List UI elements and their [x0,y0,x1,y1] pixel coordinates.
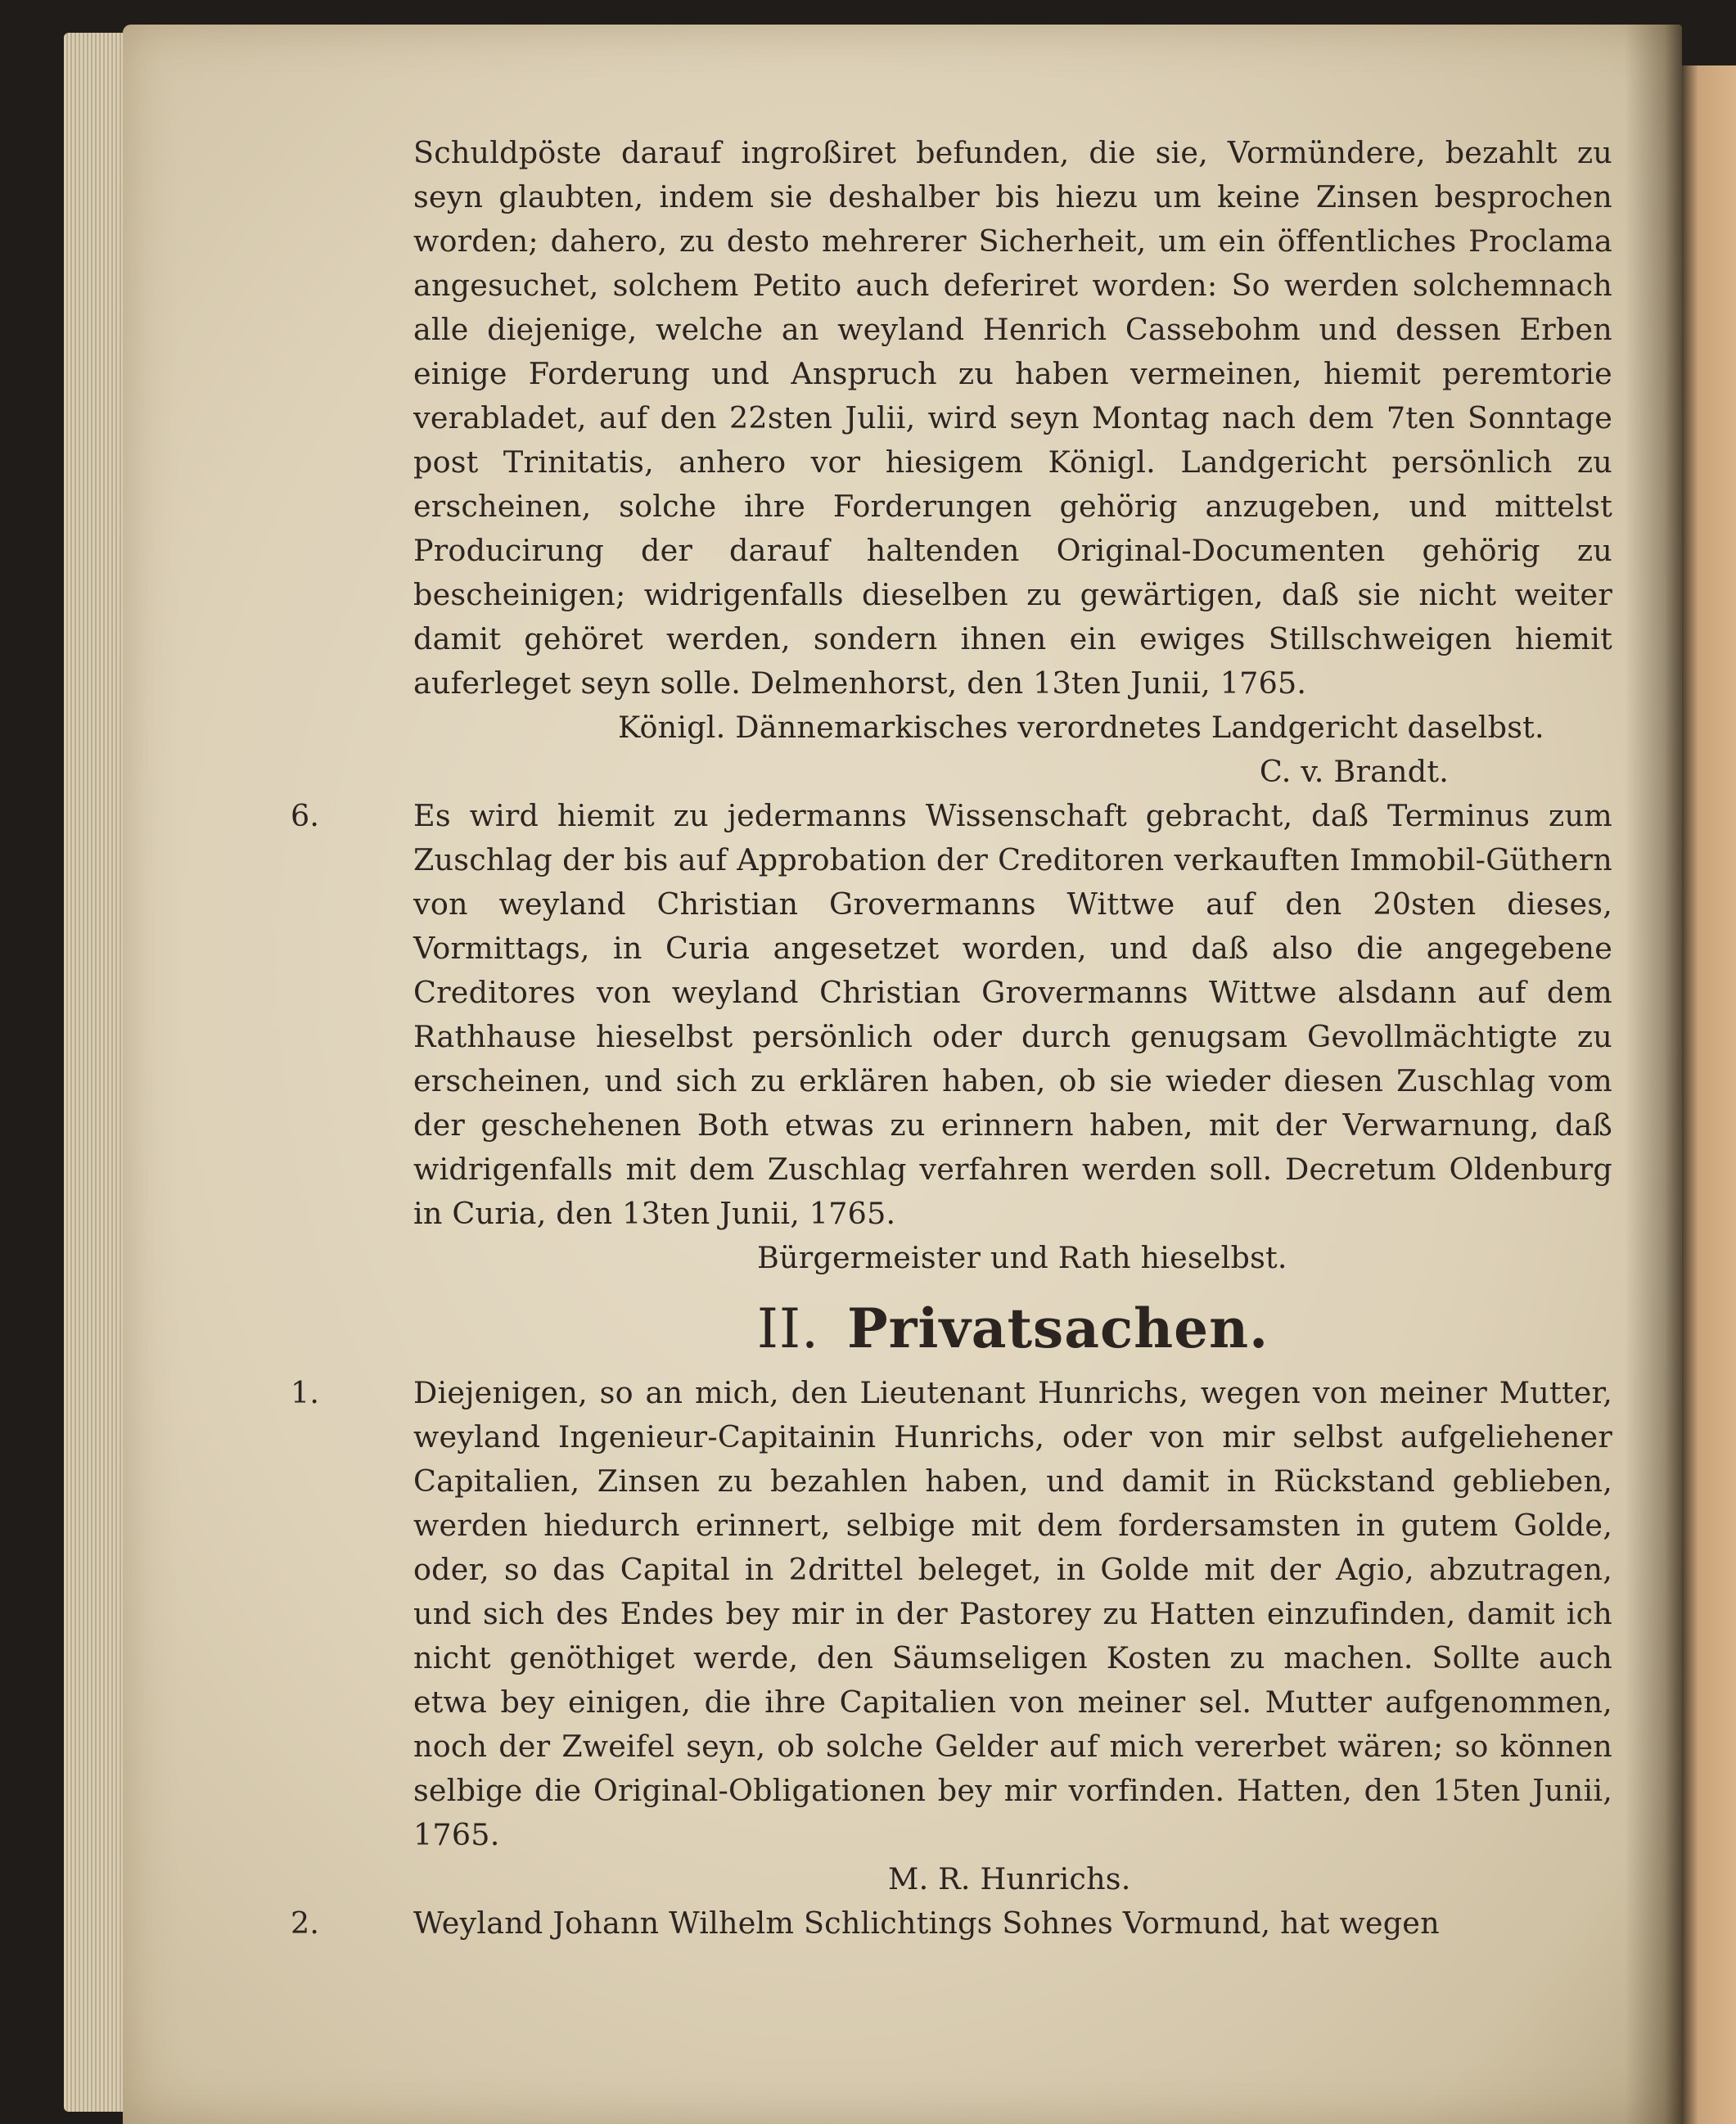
page-gutter-shadow [1625,25,1682,2124]
brandt-signature: C. v. Brandt. [1259,754,1449,789]
item-text: Diejenigen, so an mich, den Lieutenant Hunrichs, wegen von meiner Mutter, weyland Ingenieur-Capitainin Hunrichs, oder von mir selbst aufgeliehener Capitalien, Zinsen zu bezahlen haben, und damit in Rückstand geblieben, werden hiedurch erinnert, selbige mit dem fordersamsten in gutem Golde, oder, so das Capital in 2drittel beleget, in Golde mit der Agio, abzutragen, und sich des Endes bey mir in der Pastorey zu Hatten einzufinden, damit ich nicht genöthiget werde, den Säumseligen Kosten zu machen. Sollte auch etwa bey einigen, die ihre Capitalien von meiner sel. Mutter aufgenommen, noch der Zweifel seyn, ob solche Gelder auf mich vererbet wären; so können selbige die Original-Obligationen bey mir vorfinden. Hatten, den 15ten Junii, 1765. [413,1375,1612,1852]
facing-page-edge [1682,65,1736,2124]
section-roman-numeral: II. [756,1297,819,1360]
item-number: 2. [291,1905,320,1941]
proclama-paragraph: Schuldpöste darauf ingroßiret befunden, die sie, Vormündere, bezahlt zu seyn glaubten, indem sie deshalber bis hiezu um keine Zinsen besprochen worden; dahero, zu desto mehrerer Sicherheit, um ein öffentliches Proclama angesuchet, solchem Petito auch deferiret worden: So werden solchemnach alle diejenige, welche an weyland Henrich Cassebohm und dessen Erben einige Forderung und Anspruch zu haben vermeinen, hiemit peremtorie verabladet, auf den 22sten Julii, wird seyn Montag nach dem 7ten Sonntage post Trinitatis, anhero vor hiesigem Königl. Landgericht persönlich zu erscheinen, solche ihre Forderungen gehörig anzugeben, und mittelst Producirung der darauf haltenden Original-Documenten gehörig zu bescheinigen; widrigenfalls dieselben zu gewärtigen, daß sie nicht weiter damit gehöret werden, sondern ihnen ein ewiges Stillschweigen hiemit auferleget seyn solle. Delmenhorst, den 13ten Junii, 1765. [413,135,1612,701]
page-text [291,131,1612,1946]
rath-signature: Bürgermeister und Rath hieselbst. [757,1240,1287,1275]
notice-item-6 [291,794,1612,1236]
private-item-1 [291,1371,1612,1857]
hunrichs-signature: M. R. Hunrichs. [888,1861,1131,1896]
item-number: 1. [291,1375,320,1410]
item-number: 6. [291,798,320,833]
item-text: Weyland Johann Wilhelm Schlichtings Sohnes Vormund, hat wegen [413,1905,1440,1941]
landgericht-signature: Königl. Dännemarkisches verordnetes Landgericht daselbst. [618,710,1544,745]
private-item-2 [291,1901,1612,1946]
section-heading [413,1295,1612,1363]
section-title: Privatsachen. [846,1296,1269,1360]
item-text: Es wird hiemit zu jedermanns Wissenschaft gebracht, daß Terminus zum Zuschlag der bis auf Approbation der Creditoren verkauften Immobil-Güthern von weyland Christian Grovermanns Wittwe auf den 20sten dieses, Vormittags, in Curia angesetzet worden, und daß also die angegebene Creditores von weyland Christian Grovermanns Wittwe alsdann auf dem Rathhause hieselbst persönlich oder durch genugsam Gevollmächtigte zu erscheinen, und sich zu erklären haben, ob sie wieder diesen Zuschlag vom der geschehenen Both etwas zu erinnern haben, mit der Verwarnung, daß widrigenfalls mit dem Zuschlag verfahren werden soll. Decretum Oldenburg in Curia, den 13ten Junii, 1765. [413,798,1612,1231]
